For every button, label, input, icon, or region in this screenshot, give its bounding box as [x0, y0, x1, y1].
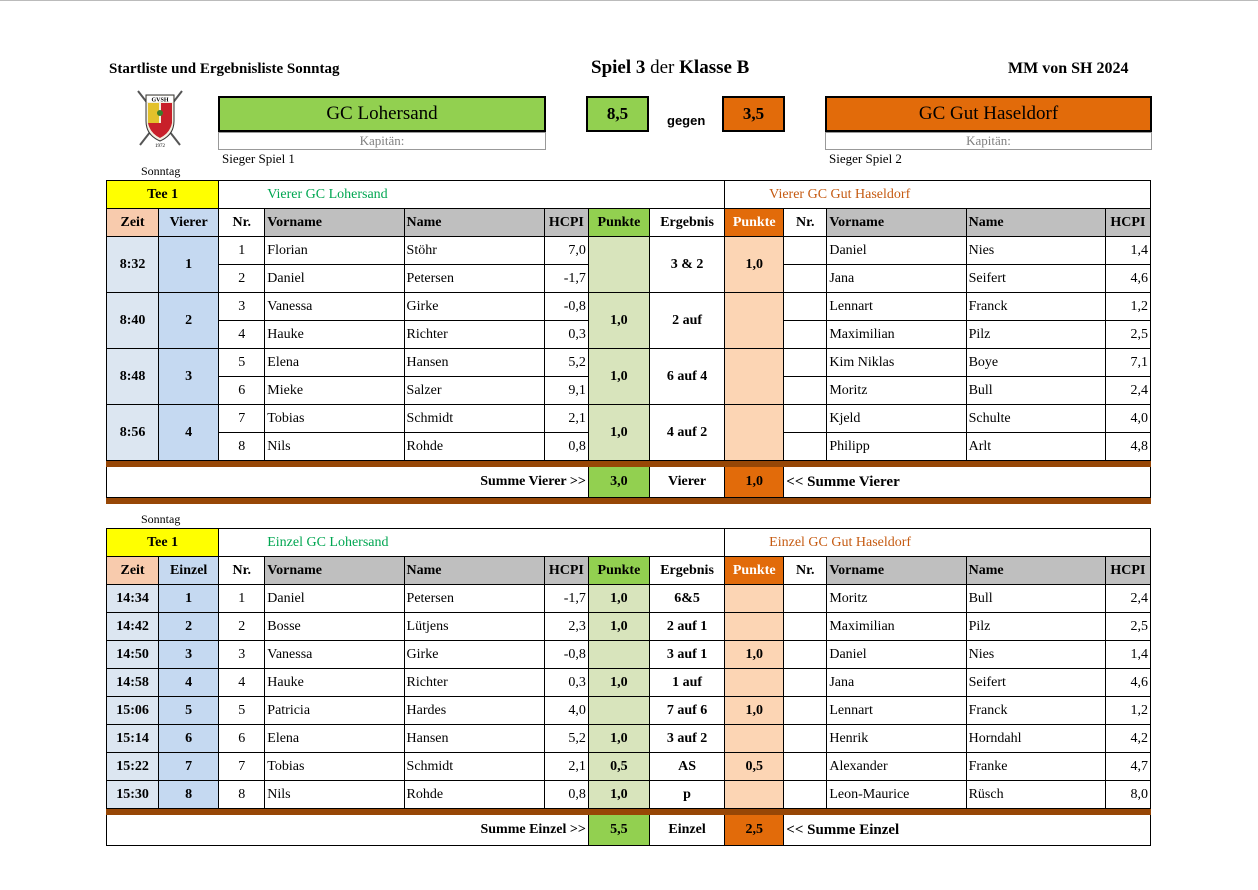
player-nr: 2 — [219, 265, 265, 293]
opponent-hcpi: 4,6 — [1105, 265, 1150, 293]
col-einzel: Einzel — [159, 557, 219, 585]
opponent-firstname: Kjeld — [827, 405, 966, 433]
opponent-nr — [784, 433, 827, 461]
score-right: 3,5 — [722, 96, 785, 132]
opponent-firstname: Jana — [827, 265, 966, 293]
player-hcpi: 2,3 — [544, 613, 588, 641]
tee-time: 8:56 — [107, 405, 159, 461]
player-hcpi: 0,3 — [544, 669, 588, 697]
points-right: 0,5 — [725, 753, 784, 781]
col-zeit: Zeit — [107, 557, 159, 585]
player-hcpi: 0,8 — [544, 781, 588, 809]
points-right — [725, 725, 784, 753]
player-lastname: Richter — [404, 321, 544, 349]
table-row — [107, 641, 1151, 669]
einzel-header-row — [107, 557, 1151, 585]
winner-right: Sieger Spiel 2 — [829, 151, 902, 166]
table-row — [107, 697, 1151, 725]
opponent-lastname: Franke — [966, 753, 1105, 781]
match-result: 2 auf 1 — [649, 613, 724, 641]
col-vierer: Vierer — [159, 209, 219, 237]
player-firstname: Hauke — [265, 321, 404, 349]
col-name: Name — [404, 209, 544, 237]
match-result: p — [649, 781, 724, 809]
player-firstname: Tobias — [265, 405, 404, 433]
match-result: 7 auf 6 — [649, 697, 724, 725]
tee-time: 8:40 — [107, 293, 159, 349]
player-firstname: Hauke — [265, 669, 404, 697]
player-lastname: Richter — [404, 669, 544, 697]
table-row — [107, 585, 1151, 613]
player-nr: 3 — [219, 641, 265, 669]
winner-left: Sieger Spiel 1 — [222, 151, 295, 166]
opponent-nr — [784, 753, 827, 781]
opponent-firstname: Moritz — [827, 377, 966, 405]
player-nr: 3 — [219, 293, 265, 321]
player-hcpi: -0,8 — [544, 293, 588, 321]
group-number: 3 — [159, 349, 219, 405]
player-lastname: Hansen — [404, 725, 544, 753]
points-right — [725, 293, 784, 349]
vierer-title-right: Vierer GC Gut Haseldorf — [725, 181, 1151, 209]
group-number: 4 — [159, 405, 219, 461]
opponent-lastname: Horndahl — [966, 725, 1105, 753]
tee-time: 15:30 — [107, 781, 159, 809]
einzel-title-row — [107, 529, 1151, 557]
match-result: 3 & 2 — [649, 237, 724, 293]
opponent-lastname: Nies — [966, 237, 1105, 265]
sum-category: Vierer — [649, 467, 724, 498]
player-nr: 2 — [219, 613, 265, 641]
col-nr-right: Nr. — [784, 557, 827, 585]
player-nr: 8 — [219, 781, 265, 809]
captain-left: Kapitän: — [218, 132, 546, 150]
sum-row — [107, 815, 1151, 846]
col-hcpi-right: HCPI — [1105, 209, 1150, 237]
points-right — [725, 781, 784, 809]
points-left: 1,0 — [588, 613, 649, 641]
vierer-title-row — [107, 181, 1151, 209]
player-hcpi: 5,2 — [544, 349, 588, 377]
player-lastname: Rohde — [404, 433, 544, 461]
player-nr: 6 — [219, 725, 265, 753]
player-firstname: Bosse — [265, 613, 404, 641]
player-hcpi: 5,2 — [544, 725, 588, 753]
opponent-firstname: Lennart — [827, 697, 966, 725]
opponent-nr — [784, 585, 827, 613]
player-hcpi: -0,8 — [544, 641, 588, 669]
player-firstname: Daniel — [265, 265, 404, 293]
opponent-lastname: Rüsch — [966, 781, 1105, 809]
player-firstname: Tobias — [265, 753, 404, 781]
opponent-nr — [784, 697, 827, 725]
table-row — [107, 753, 1151, 781]
player-lastname: Schmidt — [404, 405, 544, 433]
opponent-lastname: Arlt — [966, 433, 1105, 461]
opponent-lastname: Seifert — [966, 265, 1105, 293]
team-left-name: GC Lohersand — [326, 103, 438, 124]
player-lastname: Schmidt — [404, 753, 544, 781]
match-result: AS — [649, 753, 724, 781]
player-hcpi: 4,0 — [544, 697, 588, 725]
player-nr: 4 — [219, 321, 265, 349]
col-nr: Nr. — [219, 557, 265, 585]
captain-right: Kapitän: — [825, 132, 1152, 150]
vs-label: gegen — [667, 113, 706, 128]
opponent-hcpi: 4,7 — [1105, 753, 1150, 781]
col-vorname: Vorname — [265, 209, 404, 237]
opponent-lastname: Boye — [966, 349, 1105, 377]
opponent-lastname: Franck — [966, 293, 1105, 321]
einzel-table — [106, 528, 1151, 846]
tee-label: Tee 1 — [107, 529, 219, 557]
player-hcpi: -1,7 — [544, 265, 588, 293]
page-title: Spiel 3 der Klasse B — [591, 57, 750, 78]
points-left: 1,0 — [588, 293, 649, 349]
player-hcpi: 7,0 — [544, 237, 588, 265]
opponent-hcpi: 2,5 — [1105, 613, 1150, 641]
tee-label: Tee 1 — [107, 181, 219, 209]
match-result: 3 auf 2 — [649, 725, 724, 753]
team-right-box — [825, 96, 1152, 132]
sum-right-label: << Summe Vierer — [784, 467, 1151, 498]
match-result: 6&5 — [649, 585, 724, 613]
opponent-nr — [784, 265, 827, 293]
opponent-nr — [784, 725, 827, 753]
player-nr: 1 — [219, 585, 265, 613]
svg-text:1972: 1972 — [155, 144, 165, 149]
player-firstname: Elena — [265, 725, 404, 753]
opponent-hcpi: 4,8 — [1105, 433, 1150, 461]
tee-time: 14:34 — [107, 585, 159, 613]
table-row — [107, 293, 1151, 321]
sum-row — [107, 467, 1151, 498]
tee-time: 15:06 — [107, 697, 159, 725]
points-left: 0,5 — [588, 753, 649, 781]
sum-right-value: 1,0 — [725, 467, 784, 498]
col-name-right: Name — [966, 209, 1105, 237]
page-subtitle: Startliste und Ergebnisliste Sonntag — [109, 61, 340, 77]
opponent-firstname: Maximilian — [827, 321, 966, 349]
sum-left-value: 5,5 — [588, 815, 649, 846]
player-lastname: Stöhr — [404, 237, 544, 265]
points-right — [725, 669, 784, 697]
col-name: Name — [404, 557, 544, 585]
table-row — [107, 669, 1151, 697]
player-firstname: Florian — [265, 237, 404, 265]
player-lastname: Hansen — [404, 349, 544, 377]
col-punkte-right: Punkte — [725, 557, 784, 585]
group-number: 2 — [159, 613, 219, 641]
opponent-hcpi: 4,6 — [1105, 669, 1150, 697]
opponent-lastname: Seifert — [966, 669, 1105, 697]
points-right: 1,0 — [725, 237, 784, 293]
divider-bar — [107, 498, 1151, 504]
opponent-nr — [784, 349, 827, 377]
score-left: 8,5 — [586, 96, 649, 132]
opponent-hcpi: 4,0 — [1105, 405, 1150, 433]
player-firstname: Nils — [265, 433, 404, 461]
vierer-table — [106, 180, 1151, 504]
day-label-einzel: Sonntag — [141, 512, 181, 526]
opponent-nr — [784, 293, 827, 321]
opponent-firstname: Philipp — [827, 433, 966, 461]
player-hcpi: 2,1 — [544, 753, 588, 781]
player-lastname: Salzer — [404, 377, 544, 405]
col-vorname: Vorname — [265, 557, 404, 585]
table-row — [107, 613, 1151, 641]
points-right — [725, 405, 784, 461]
col-vorname-right: Vorname — [827, 557, 966, 585]
col-name-right: Name — [966, 557, 1105, 585]
col-ergebnis: Ergebnis — [649, 209, 724, 237]
match-result: 2 auf — [649, 293, 724, 349]
points-right — [725, 585, 784, 613]
match-result: 1 auf — [649, 669, 724, 697]
opponent-hcpi: 1,2 — [1105, 293, 1150, 321]
club-logo — [134, 87, 186, 149]
points-left — [588, 237, 649, 293]
points-left — [588, 697, 649, 725]
tee-time: 14:58 — [107, 669, 159, 697]
player-hcpi: 0,8 — [544, 433, 588, 461]
tee-time: 15:22 — [107, 753, 159, 781]
points-left — [588, 641, 649, 669]
col-nr: Nr. — [219, 209, 265, 237]
group-number: 3 — [159, 641, 219, 669]
col-punkte-left: Punkte — [588, 209, 649, 237]
sum-right-label: << Summe Einzel — [784, 815, 1151, 846]
col-hcpi: HCPI — [544, 557, 588, 585]
group-number: 5 — [159, 697, 219, 725]
group-number: 1 — [159, 585, 219, 613]
player-lastname: Petersen — [404, 585, 544, 613]
group-number: 6 — [159, 725, 219, 753]
col-ergebnis: Ergebnis — [649, 557, 724, 585]
player-nr: 7 — [219, 753, 265, 781]
player-lastname: Girke — [404, 641, 544, 669]
player-nr: 5 — [219, 349, 265, 377]
top-border — [0, 0, 1258, 1]
match-result: 3 auf 1 — [649, 641, 724, 669]
player-nr: 5 — [219, 697, 265, 725]
points-right: 1,0 — [725, 641, 784, 669]
player-firstname: Patricia — [265, 697, 404, 725]
table-row — [107, 781, 1151, 809]
opponent-hcpi: 2,5 — [1105, 321, 1150, 349]
group-number: 7 — [159, 753, 219, 781]
player-hcpi: 9,1 — [544, 377, 588, 405]
points-left: 1,0 — [588, 725, 649, 753]
col-punkte-left: Punkte — [588, 557, 649, 585]
team-left-box — [218, 96, 546, 132]
table-row — [107, 725, 1151, 753]
col-nr-right: Nr. — [784, 209, 827, 237]
player-nr: 4 — [219, 669, 265, 697]
divider-cell — [107, 498, 1151, 504]
opponent-firstname: Maximilian — [827, 613, 966, 641]
player-lastname: Rohde — [404, 781, 544, 809]
opponent-hcpi: 8,0 — [1105, 781, 1150, 809]
opponent-nr — [784, 321, 827, 349]
opponent-nr — [784, 669, 827, 697]
tee-time: 15:14 — [107, 725, 159, 753]
player-firstname: Nils — [265, 781, 404, 809]
einzel-title-right: Einzel GC Gut Haseldorf — [725, 529, 1151, 557]
table-row — [107, 349, 1151, 377]
player-lastname: Hardes — [404, 697, 544, 725]
player-firstname: Daniel — [265, 585, 404, 613]
opponent-hcpi: 1,4 — [1105, 641, 1150, 669]
sum-right-value: 2,5 — [725, 815, 784, 846]
opponent-lastname: Nies — [966, 641, 1105, 669]
col-hcpi-right: HCPI — [1105, 557, 1150, 585]
player-lastname: Petersen — [404, 265, 544, 293]
opponent-lastname: Franck — [966, 697, 1105, 725]
player-lastname: Lütjens — [404, 613, 544, 641]
opponent-hcpi: 2,4 — [1105, 377, 1150, 405]
opponent-nr — [784, 237, 827, 265]
sum-left-value: 3,0 — [588, 467, 649, 498]
opponent-hcpi: 1,4 — [1105, 237, 1150, 265]
opponent-nr — [784, 405, 827, 433]
points-left: 1,0 — [588, 781, 649, 809]
opponent-lastname: Bull — [966, 377, 1105, 405]
opponent-hcpi: 1,2 — [1105, 697, 1150, 725]
opponent-lastname: Pilz — [966, 321, 1105, 349]
opponent-firstname: Alexander — [827, 753, 966, 781]
opponent-firstname: Kim Niklas — [827, 349, 966, 377]
opponent-hcpi: 2,4 — [1105, 585, 1150, 613]
points-left: 1,0 — [588, 669, 649, 697]
opponent-lastname: Schulte — [966, 405, 1105, 433]
opponent-hcpi: 7,1 — [1105, 349, 1150, 377]
points-right: 1,0 — [725, 697, 784, 725]
points-right — [725, 349, 784, 405]
tee-time: 8:48 — [107, 349, 159, 405]
player-nr: 8 — [219, 433, 265, 461]
group-number: 1 — [159, 237, 219, 293]
opponent-firstname: Lennart — [827, 293, 966, 321]
player-nr: 1 — [219, 237, 265, 265]
group-number: 2 — [159, 293, 219, 349]
player-firstname: Elena — [265, 349, 404, 377]
points-left: 1,0 — [588, 585, 649, 613]
player-firstname: Mieke — [265, 377, 404, 405]
sum-left-label: Summe Vierer >> — [107, 467, 589, 498]
col-vorname-right: Vorname — [827, 209, 966, 237]
col-zeit: Zeit — [107, 209, 159, 237]
player-lastname: Girke — [404, 293, 544, 321]
player-nr: 7 — [219, 405, 265, 433]
table-row — [107, 405, 1151, 433]
points-left: 1,0 — [588, 349, 649, 405]
player-firstname: Vanessa — [265, 641, 404, 669]
player-hcpi: 0,3 — [544, 321, 588, 349]
group-number: 8 — [159, 781, 219, 809]
group-number: 4 — [159, 669, 219, 697]
opponent-nr — [784, 377, 827, 405]
match-result: 6 auf 4 — [649, 349, 724, 405]
opponent-firstname: Moritz — [827, 585, 966, 613]
opponent-firstname: Jana — [827, 669, 966, 697]
player-nr: 6 — [219, 377, 265, 405]
sum-left-label: Summe Einzel >> — [107, 815, 589, 846]
match-result: 4 auf 2 — [649, 405, 724, 461]
player-firstname: Vanessa — [265, 293, 404, 321]
opponent-lastname: Pilz — [966, 613, 1105, 641]
points-left: 1,0 — [588, 405, 649, 461]
col-hcpi: HCPI — [544, 209, 588, 237]
col-punkte-right: Punkte — [725, 209, 784, 237]
table-row — [107, 237, 1151, 265]
day-label-top: Sonntag — [141, 164, 181, 178]
player-hcpi: 2,1 — [544, 405, 588, 433]
tee-time: 8:32 — [107, 237, 159, 293]
opponent-firstname: Leon-Maurice — [827, 781, 966, 809]
opponent-firstname: Daniel — [827, 641, 966, 669]
tee-time: 14:50 — [107, 641, 159, 669]
opponent-firstname: Henrik — [827, 725, 966, 753]
opponent-hcpi: 4,2 — [1105, 725, 1150, 753]
vierer-title-left: Vierer GC Lohersand — [219, 181, 725, 209]
player-hcpi: -1,7 — [544, 585, 588, 613]
team-right-name: GC Gut Haseldorf — [918, 103, 1059, 124]
einzel-title-left: Einzel GC Lohersand — [219, 529, 725, 557]
points-right — [725, 613, 784, 641]
opponent-nr — [784, 641, 827, 669]
vierer-header-row — [107, 209, 1151, 237]
sum-category: Einzel — [649, 815, 724, 846]
opponent-nr — [784, 613, 827, 641]
tee-time: 14:42 — [107, 613, 159, 641]
svg-text:GVSH: GVSH — [151, 97, 169, 104]
opponent-firstname: Daniel — [827, 237, 966, 265]
opponent-nr — [784, 781, 827, 809]
championship-label: MM von SH 2024 — [1008, 60, 1129, 77]
opponent-lastname: Bull — [966, 585, 1105, 613]
